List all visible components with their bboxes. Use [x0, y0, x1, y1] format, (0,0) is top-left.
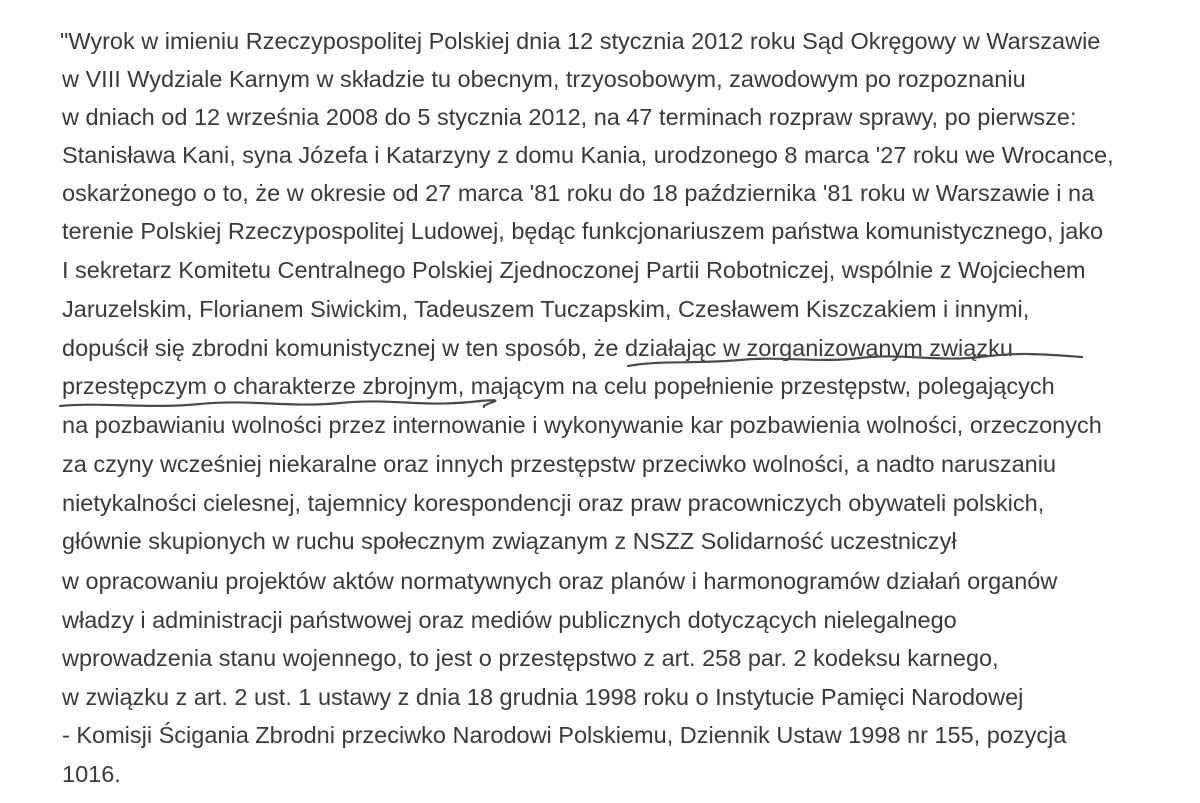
- text-line: dopuścił się zbrodni komunistycznej w ten sposób, że działając w zorganizowanym związku: [62, 335, 1013, 361]
- text-line: w opracowaniu projektów aktów normatywnych oraz planów i harmonogramów działań organów: [62, 568, 1058, 594]
- text-line: za czyny wcześniej niekaralne oraz innych przestępstw przeciwko wolności, a nadto naruszaniu: [62, 451, 1057, 477]
- underline-stroke-bottom: [60, 400, 495, 407]
- text-line: władzy i administracji państwowej oraz mediów publicznych dotyczących nielegalnego: [62, 607, 957, 633]
- text-line: na pozbawianiu wolności przez internowanie i wykonywanie kar pozbawienia wolności, orzeczonych: [62, 412, 1102, 438]
- text-line: "Wyrok w imieniu Rzeczypospolitej Polskiej dnia 12 stycznia 2012 roku Sąd Okręgowy w Warszawie: [60, 28, 1101, 54]
- text-line: terenie Polskiej Rzeczypospolitej Ludowej, będąc funkcjonariuszem państwa komunistycznego, jako: [62, 218, 1104, 244]
- text-line: wprowadzenia stanu wojennego, to jest o przestępstwo z art. 258 par. 2 kodeksu karnego,: [62, 645, 999, 671]
- text-line: - Komisji Ścigania Zbrodni przeciwko Narodowi Polskiemu, Dziennik Ustaw 1998 nr 155, pozycja: [62, 722, 1067, 748]
- text-line: oskarżonego o to, że w okresie od 27 marca '81 roku do 18 października '81 roku w Warszawie i na: [62, 180, 1095, 206]
- text-line: w związku z art. 2 ust. 1 ustawy z dnia 18 grudnia 1998 roku o Instytucie Pamięci Narodowej: [62, 684, 1024, 710]
- text-line: I sekretarz Komitetu Centralnego Polskiej Zjednoczonej Partii Robotniczej, wspólnie z Wojciechem: [62, 257, 1086, 283]
- text-line: nietykalności cielesnej, tajemnicy korespondencji oraz praw pracowniczych obywateli polskich,: [62, 490, 1045, 516]
- text-line: głównie skupionych w ruchu społecznym związanym z NSZZ Solidarność uczestniczył: [62, 528, 957, 554]
- text-line: Jaruzelskim, Florianem Siwickim, Tadeuszem Tuczapskim, Czesławem Kiszczakiem i innymi,: [62, 296, 1030, 322]
- text-line: Stanisława Kani, syna Józefa i Katarzyny z domu Kania, urodzonego 8 marca '27 roku we Wrocance,: [62, 142, 1114, 168]
- text-line: w dniach od 12 września 2008 do 5 stycznia 2012, na 47 terminach rozpraw sprawy, po pierwsze:: [62, 104, 1077, 130]
- text-line: 1016.: [62, 761, 121, 787]
- text-line: przestępczym o charakterze zbrojnym, mającym na celu popełnienie przestępstw, polegających: [62, 373, 1055, 399]
- text-line: w VIII Wydziale Karnym w składzie tu obecnym, trzyosobowym, zawodowym po rozpoznaniu: [62, 66, 1026, 92]
